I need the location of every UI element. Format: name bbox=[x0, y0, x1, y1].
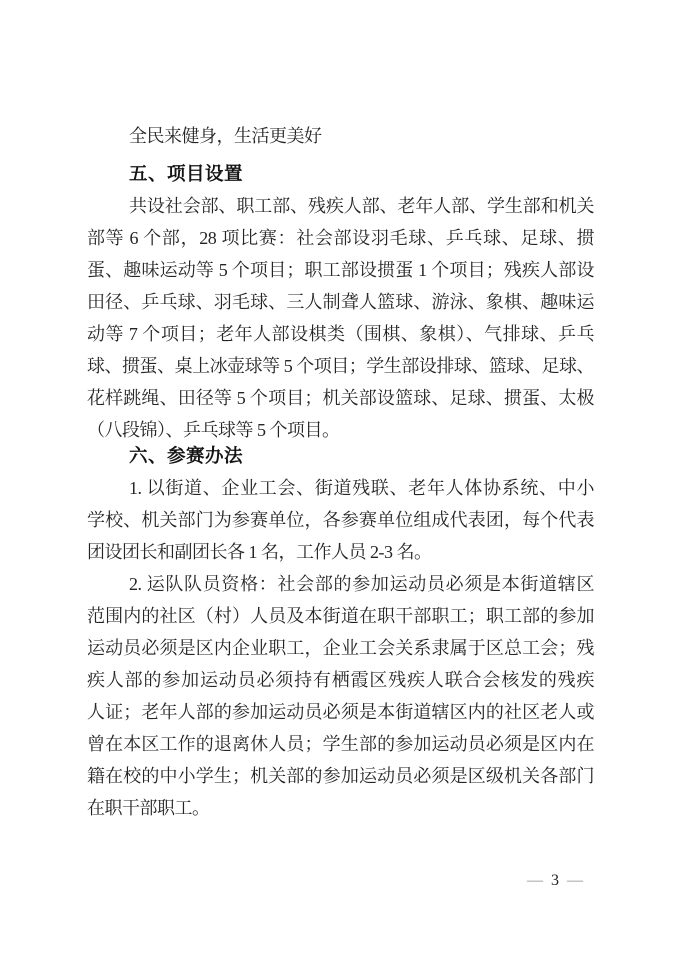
text-line: （八段锦）、乒乓球等 5 个项目。 bbox=[87, 420, 340, 440]
text-line: 范围内的社区（村）人员及本街道在职干部职工；职工部的参加 bbox=[87, 606, 594, 626]
text-line: 花样跳绳、田径等 5 个项目；机关部设篮球、足球、掼蛋、太极 bbox=[87, 388, 594, 408]
text-line: 运动员必须是区内企业职工，企业工会关系隶属于区总工会；残 bbox=[87, 638, 594, 658]
section5-heading: 五、项目设置 bbox=[129, 163, 244, 184]
text-line: 学校、机关部门为参赛单位，各参赛单位组成代表团，每个代表 bbox=[87, 510, 594, 530]
text-line: 曾在本区工作的退离休人员；学生部的参加运动员必须是区内在 bbox=[87, 734, 594, 754]
text-line: 籍在校的中小学生；机关部的参加运动员必须是区级机关各部门 bbox=[87, 766, 594, 786]
text-line: 共设社会部、职工部、残疾人部、老年人部、学生部和机关 bbox=[129, 196, 594, 216]
text-line: 蛋、趣味运动等 5 个项目；职工部设掼蛋 1 个项目；残疾人部设 bbox=[87, 260, 594, 280]
page-number-left-dash: — bbox=[527, 872, 543, 889]
text-line: 疾人部的参加运动员必须持有栖霞区残疾人联合会核发的残疾 bbox=[87, 670, 594, 690]
text-line: 动等 7 个项目；老年人部设棋类（围棋、象棋）、气排球、乒乓 bbox=[87, 324, 594, 344]
text-line: 人证；老年人部的参加运动员必须是本街道辖区内的社区老人或 bbox=[87, 702, 594, 722]
document-body bbox=[87, 120, 594, 824]
text-line: 1. 以街道、企业工会、街道残联、老年人体协系统、中小 bbox=[129, 478, 594, 498]
page-number-value: 3 bbox=[551, 872, 559, 889]
text-line: 2. 运队队员资格：社会部的参加运动员必须是本街道辖区 bbox=[129, 574, 594, 594]
text-line: 田径、乒乓球、羽毛球、三人制聋人篮球、游泳、象棋、趣味运 bbox=[87, 292, 594, 312]
text-line: 部等 6 个部，28 项比赛：社会部设羽毛球、乒乓球、足球、掼 bbox=[87, 228, 594, 248]
page-number-right-dash: — bbox=[567, 872, 583, 889]
text-line: 在职干部职工。 bbox=[87, 798, 210, 818]
section6-heading: 六、参赛办法 bbox=[129, 445, 244, 466]
text-line: 球、掼蛋、桌上冰壶球等 5 个项目；学生部设排球、篮球、足球、 bbox=[87, 356, 594, 376]
page-number bbox=[505, 870, 605, 892]
text-line: 团设团长和副团长各 1 名，工作人员 2-3 名。 bbox=[87, 542, 432, 562]
slogan-line: 全民来健身，生活更美好 bbox=[129, 126, 322, 146]
